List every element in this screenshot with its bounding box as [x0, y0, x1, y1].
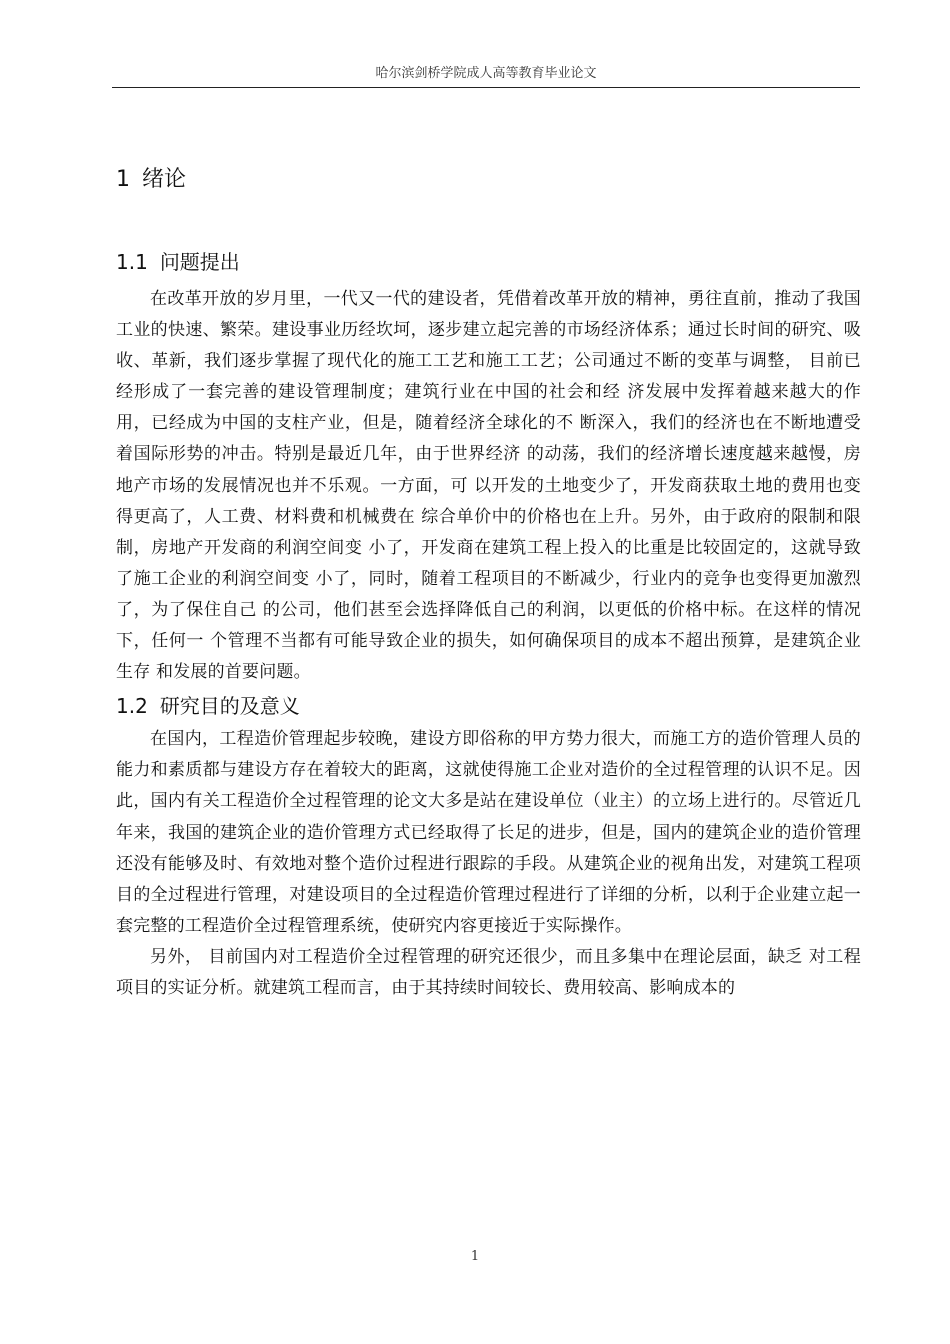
chapter-heading [116, 160, 861, 200]
section-heading-1-1 [116, 244, 861, 280]
section-number: 1.1 [116, 250, 148, 274]
paragraph: 在改革开放的岁月里，一代又一代的建设者，凭借着改革开放的精神，勇往直前，推动了我国工业的快速、繁荣。建设事业历经坎坷，逐步建立起完善的市场经济体系；通过长时间的研究、吸收、革新，我们逐步掌握了现代化的施工工艺和施工工艺；公司通过不断的变革与调整， 目前已经形成了一套完善的建设管理制度；建筑行业在中国的社会和经 济发展中发挥着越来越大的作用，已经成为中国的支柱产业，但是，随着经济全球化的不 断深入，我们的经济也在不断地遭受着国际形势的冲击。特别是最近几年，由于世界经济 的动荡，我们的经济增长速度越来越慢，房地产市场的发展情况也并不乐观。一方面，可 以开发的土地变少了，开发商获取土地的费用也变得更高了，人工费、材料费和机械费在 综合单价中的价格也在上升。另外，由于政府的限制和限制，房地产开发商的利润空间变 小了，开发商在建筑工程上投入的比重是比较固定的，这就导致了施工企业的利润空间变 小了，同时，随着工程项目的不断减少，行业内的竞争也变得更加激烈了，为了保住自己 的公司，他们甚至会选择降低自己的利润，以更低的价格中标。在这样的情况下，任何一 个管理不当都有可能导致企业的损失，如何确保项目的成本不超出预算，是建筑企业生存 和发展的首要问题。 [116, 289, 861, 683]
section-number: 1.2 [116, 694, 148, 719]
paragraph: 另外， 目前国内对工程造价全过程管理的研究还很少，而且多集中在理论层面，缺乏 对工程项目的实证分析。就建筑工程而言，由于其持续时间较长、费用较高、影响成本的 [116, 946, 861, 998]
section-title: 研究目的及意义 [159, 694, 300, 719]
chapter-title: 绪论 [142, 167, 187, 192]
page-number: 1 [470, 1249, 480, 1264]
section-title: 问题提出 [159, 250, 240, 274]
section-heading-1-2 [116, 688, 861, 724]
page-body [116, 160, 861, 1004]
chapter-number: 1 [116, 167, 130, 192]
paragraph: 在国内，工程造价管理起步较晚，建设方即俗称的甲方势力很大，而施工方的造价管理人员的能力和素质都与建设方存在着较大的距离，这就使得施工企业对造价的全过程管理的认识不足。因此，国内有关工程造价全过程管理的论文大多是站在建设单位（业主）的立场上进行的。尽管近几年来，我国的建筑企业的造价管理方式已经取得了长足的进步，但是，国内的建筑企业的造价管理还没有能够及时、有效地对整个造价过程进行跟踪的手段。从建筑企业的视角出发，对建筑工程项目的全过程进行管理，对建设项目的全过程造价管理过程进行了详细的分析，以利于企业建立起一套完整的工程造价全过程管理系统，使研究内容更接近于实际操作。 [116, 729, 861, 936]
header-divider [112, 87, 860, 88]
running-header: 哈尔滨剑桥学院成人高等教育毕业论文 [375, 66, 597, 81]
